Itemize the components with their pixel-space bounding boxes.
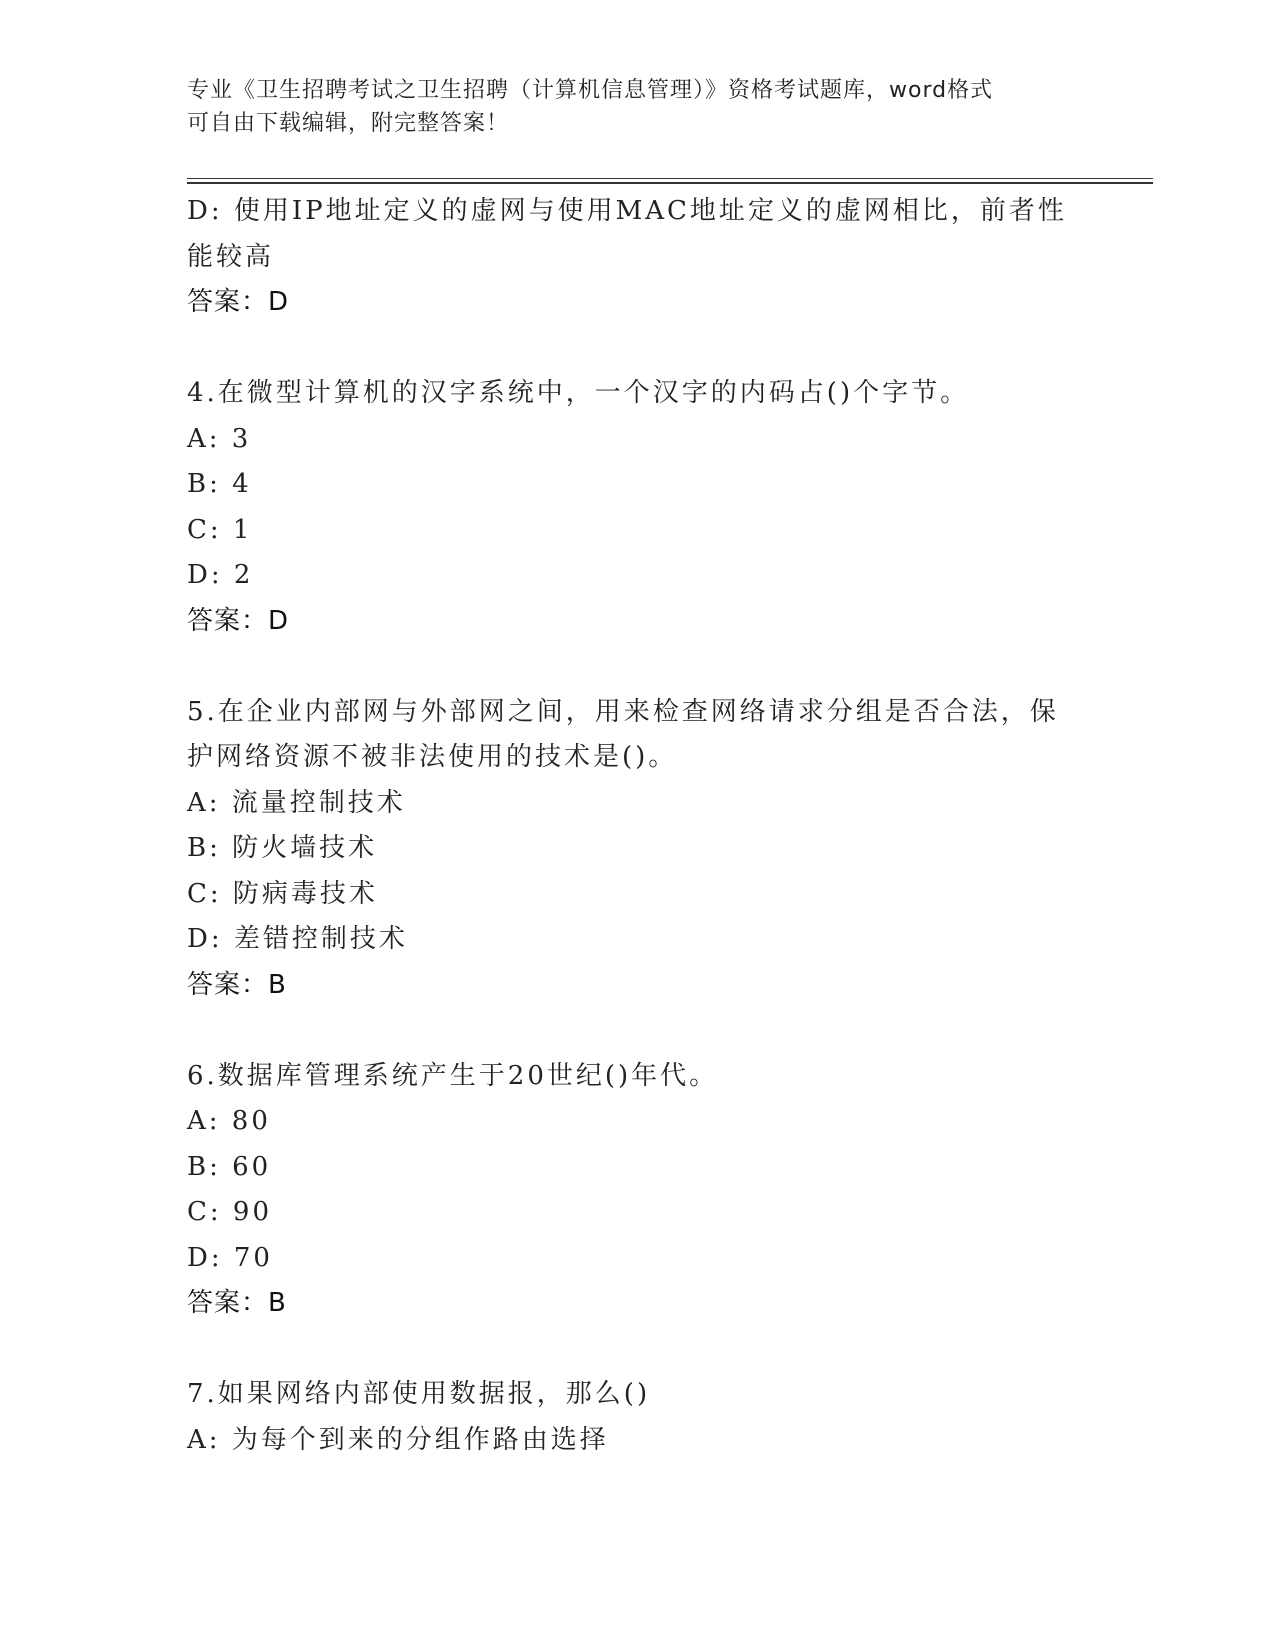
option-d: D: 2 [187, 560, 254, 590]
option-a: A: 80 [187, 1106, 271, 1136]
question-stem-continued: 护网络资源不被非法使用的技术是()。 [187, 742, 678, 772]
header-divider-top [187, 178, 1153, 179]
question-stem: 4.在微型计算机的汉字系统中，一个汉字的内码占()个字节。 [187, 378, 970, 408]
question-5 [187, 690, 1067, 1009]
spacer [187, 644, 1067, 690]
header-title-line-2: 可自由下载编辑，附完整答案！ [187, 111, 510, 136]
question-list [187, 189, 1067, 1463]
answer-line: 答案：B [187, 969, 287, 1000]
option-c: C: 90 [187, 1197, 273, 1227]
question-6 [187, 1054, 1067, 1327]
option-b: B: 4 [187, 469, 252, 499]
option-a: A: 流量控制技术 [187, 787, 406, 818]
answer-line: 答案：D [187, 287, 290, 317]
question-7 [187, 1372, 1067, 1463]
option-a: A: 3 [187, 423, 252, 454]
document-header [187, 74, 1067, 140]
spacer [187, 1327, 1067, 1373]
option-b: B: 防火墙技术 [187, 833, 378, 863]
spacer [187, 1008, 1067, 1054]
header-divider-bottom [187, 182, 1153, 184]
answer-line: 答案：B [187, 1288, 287, 1318]
option-c: C: 1 [187, 514, 253, 545]
question-stem: 6.数据库管理系统产生于20世纪()年代。 [187, 1060, 719, 1091]
question-stem: 5.在企业内部网与外部网之间，用来检查网络请求分组是否合法，保 [187, 696, 1059, 727]
option-b: B: 60 [187, 1151, 272, 1182]
option-d: D: 70 [187, 1242, 273, 1273]
spacer [187, 326, 1067, 372]
option-d: D: 使用IP地址定义的虚网与使用MAC地址定义的虚网相比，前者性 [187, 196, 1067, 226]
option-a: A: 为每个到来的分组作路由选择 [187, 1424, 609, 1455]
answer-line: 答案：D [187, 605, 290, 636]
option-d-continued: 能较高 [187, 241, 275, 272]
question-3-continuation [187, 189, 1067, 326]
question-stem: 7.如果网络内部使用数据报，那么() [187, 1379, 651, 1409]
option-c: C: 防病毒技术 [187, 878, 378, 909]
header-title-line-1: 专业《卫生招聘考试之卫生招聘（计算机信息管理）》资格考试题库，word格式 [187, 78, 994, 103]
question-4 [187, 371, 1067, 644]
option-d: D: 差错控制技术 [187, 924, 408, 954]
